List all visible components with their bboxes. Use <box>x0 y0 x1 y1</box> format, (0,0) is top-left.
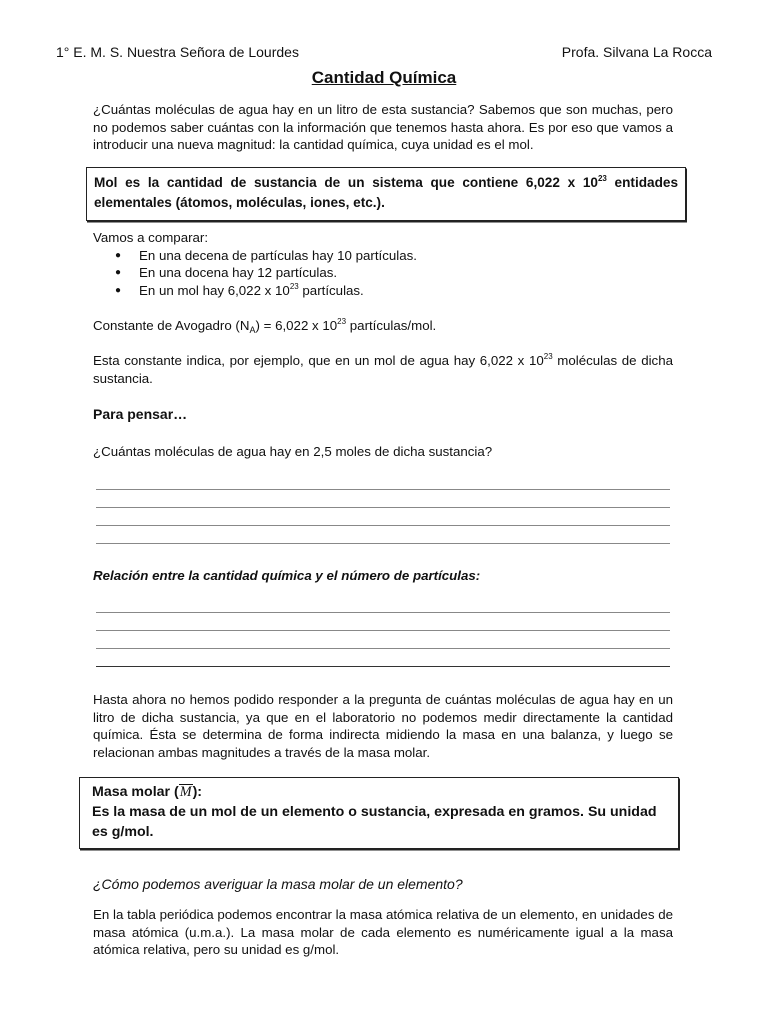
avogadro-post: partículas/mol. <box>346 318 437 333</box>
answer-line <box>96 489 670 490</box>
avogadro-pre: Constante de Avogadro (N <box>93 318 250 333</box>
page-title: Cantidad Química <box>311 68 457 87</box>
answer-lines-2 <box>96 612 670 684</box>
answer-line <box>96 666 670 667</box>
molar-mass-box <box>79 777 679 849</box>
molar-question: ¿Cómo podemos averiguar la masa molar de un elemento? <box>93 876 463 892</box>
constant-note-pre: Esta constante indica, por ejemplo, que en un mol de agua hay 6,022 x 10 <box>93 353 544 368</box>
think-heading: Para pensar… <box>93 406 188 422</box>
mol-def-part1: Mol es la cantidad de sustancia de un sistema que contiene 6,022 x 10 <box>94 175 598 190</box>
molar-mass-symbol: M <box>179 784 192 800</box>
mol-definition-text <box>87 168 685 213</box>
list-item: ● En una docena hay 12 partículas. <box>93 264 673 282</box>
answer-line <box>96 612 670 613</box>
avogadro-subscript: A <box>249 325 256 335</box>
header-school: 1° E. M. S. Nuestra Señora de Lourdes <box>56 44 299 60</box>
avogadro-constant <box>93 317 673 335</box>
think-question: ¿Cuántas moléculas de agua hay en 2,5 moles de dicha sustancia? <box>93 444 493 459</box>
mol-def-part2: entidades elementales (átomos, moléculas, iones, etc.). <box>94 175 679 210</box>
intro-paragraph: ¿Cuántas moléculas de agua hay en un litro de esta sustancia? Sabemos que son muchas, pero no podemos saber cuántas con la información que tenemos hasta ahora. Es por eso que vamos a introducir una nueva magnitud: la cantidad química, cuya unidad es el mol. <box>93 102 673 152</box>
constant-note <box>93 352 673 387</box>
molar-label-pre: Masa molar ( <box>92 784 179 800</box>
answer-lines-1 <box>96 489 670 561</box>
header-teacher: Profa. Silvana La Rocca <box>561 44 712 60</box>
avogadro-mid: ) = 6,022 x 10 <box>255 318 338 333</box>
molar-mass-definition: Es la masa de un mol de un elemento o sustancia, expresada en gramos. Su unidad es g/mol. <box>92 804 657 840</box>
compare-lead: Vamos a comparar: <box>93 230 209 245</box>
answer-line <box>96 543 670 544</box>
exponent: 23 <box>289 281 299 291</box>
answer-line <box>96 648 670 649</box>
compare-section <box>93 229 673 299</box>
constant-note-exponent: 23 <box>543 352 553 361</box>
mol-def-exponent: 23 <box>597 174 607 183</box>
constant-note-post: moléculas de dicha sustancia. <box>93 353 673 386</box>
list-item: ● En una decena de partículas hay 10 partículas. <box>93 247 673 265</box>
measure-paragraph: Hasta ahora no hemos podido responder a la pregunta de cuántas moléculas de agua hay en un litro de dicha sustancia, ya que en el laboratorio no podemos medir directamente la cantidad química. Ésta se determina de forma indirecta midiendo la masa en una balanza, y luego se relacionan ambas magnitudes a través de la masa molar. <box>93 692 673 760</box>
molar-mass-label <box>92 782 666 802</box>
compare-list <box>93 247 673 300</box>
relation-heading: Relación entre la cantidad química y el número de partículas: <box>93 568 481 583</box>
answer-line <box>96 525 670 526</box>
periodic-paragraph: En la tabla periódica podemos encontrar la masa atómica relativa de un elemento, en unidades de masa atómica (u.m.a.). La masa molar de cada elemento es numéricamente igual a la masa atómica relativa, pero su unidad es g/mol. <box>93 907 673 957</box>
list-item-text: En un mol hay 6,022 x 10 <box>139 282 290 298</box>
answer-line <box>96 507 670 508</box>
answer-line <box>96 630 670 631</box>
list-item <box>93 282 673 300</box>
list-item-text-end: partículas. <box>298 282 364 298</box>
molar-label-post: ): <box>192 784 203 800</box>
avogadro-exponent: 23 <box>337 317 347 326</box>
molar-mass-content <box>80 778 678 842</box>
mol-definition-box <box>86 167 686 221</box>
